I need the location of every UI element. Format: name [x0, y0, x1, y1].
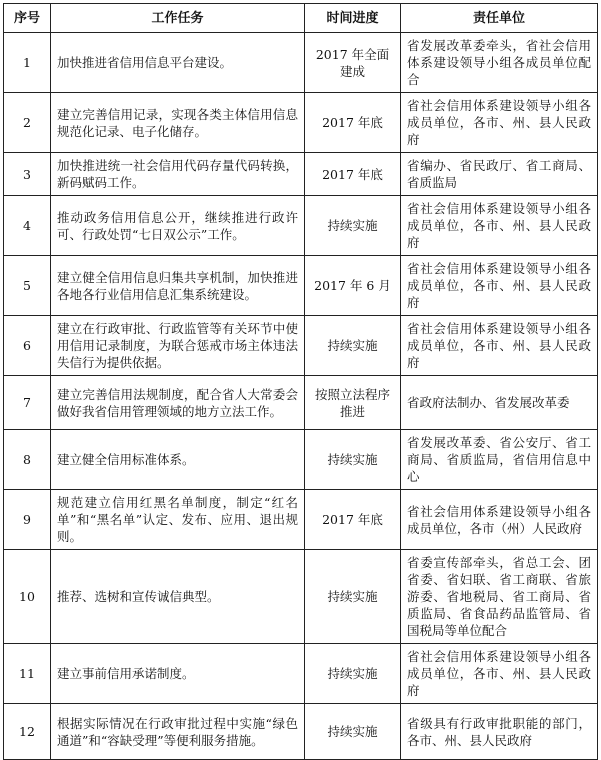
task-cell: 根据实际情况在行政审批过程中实施“绿色通道”和“容缺受理”等便利服务措施。 — [51, 704, 305, 760]
time-cell: 2017 年底 — [305, 93, 401, 153]
task-cell: 建立完善信用记录，实现各类主体信用信息规范化记录、电子化储存。 — [51, 93, 305, 153]
table-row — [4, 376, 598, 430]
task-cell: 推动政务信用信息公开，继续推进行政许可、行政处罚“七日双公示”工作。 — [51, 196, 305, 256]
unit-cell: 省级具有行政审批职能的部门，各市、州、县人民政府 — [401, 704, 598, 760]
table-row — [4, 550, 598, 644]
time-cell: 2017 年 6 月 — [305, 256, 401, 316]
unit-cell: 省编办、省民政厅、省工商局、省质监局 — [401, 153, 598, 196]
unit-cell: 省社会信用体系建设领导小组各成员单位，各市、州、县人民政府 — [401, 196, 598, 256]
time-cell: 持续实施 — [305, 704, 401, 760]
task-cell: 规范建立信用红黑名单制度，制定“红名单”和“黑名单”认定、发布、应用、退出规则。 — [51, 490, 305, 550]
unit-cell: 省发展改革委、省公安厅、省工商局、省质监局，省信用信息中心 — [401, 430, 598, 490]
task-cell: 建立健全信用标准体系。 — [51, 430, 305, 490]
table-row — [4, 93, 598, 153]
time-cell: 持续实施 — [305, 644, 401, 704]
header-row — [4, 4, 598, 33]
task-table — [3, 3, 598, 760]
header-no: 序号 — [4, 4, 51, 33]
row-number: 10 — [4, 550, 51, 644]
row-number: 12 — [4, 704, 51, 760]
task-cell: 建立在行政审批、行政监管等有关环节中使用信用记录制度，为联合惩戒市场主体违法失信行为提供依据。 — [51, 316, 305, 376]
row-number: 8 — [4, 430, 51, 490]
table-row — [4, 33, 598, 93]
table-row — [4, 153, 598, 196]
time-cell: 按照立法程序推进 — [305, 376, 401, 430]
row-number: 9 — [4, 490, 51, 550]
task-cell: 加快推进省信用信息平台建设。 — [51, 33, 305, 93]
task-cell: 推荐、选树和宣传诚信典型。 — [51, 550, 305, 644]
row-number: 11 — [4, 644, 51, 704]
time-cell: 2017 年底 — [305, 490, 401, 550]
header-task: 工作任务 — [51, 4, 305, 33]
time-cell: 2017 年全面建成 — [305, 33, 401, 93]
table-row — [4, 430, 598, 490]
header-time: 时间进度 — [305, 4, 401, 33]
unit-cell: 省发展改革委牵头，省社会信用体系建设领导小组各成员单位配合 — [401, 33, 598, 93]
row-number: 6 — [4, 316, 51, 376]
row-number: 5 — [4, 256, 51, 316]
table-row — [4, 196, 598, 256]
row-number: 2 — [4, 93, 51, 153]
unit-cell: 省委宣传部牵头，省总工会、团省委、省妇联、省工商联、省旅游委、省地税局、省工商局、省质监局、省食品药品监管局、省国税局等单位配合 — [401, 550, 598, 644]
table-row — [4, 256, 598, 316]
time-cell: 2017 年底 — [305, 153, 401, 196]
row-number: 1 — [4, 33, 51, 93]
unit-cell: 省社会信用体系建设领导小组各成员单位，各市、州、县人民政府 — [401, 316, 598, 376]
table-row — [4, 316, 598, 376]
row-number: 7 — [4, 376, 51, 430]
row-number: 3 — [4, 153, 51, 196]
task-cell: 加快推进统一社会信用代码存量代码转换，新码赋码工作。 — [51, 153, 305, 196]
unit-cell: 省社会信用体系建设领导小组各成员单位，各市、州、县人民政府 — [401, 644, 598, 704]
row-number: 4 — [4, 196, 51, 256]
time-cell: 持续实施 — [305, 316, 401, 376]
table-row — [4, 644, 598, 704]
header-unit: 责任单位 — [401, 4, 598, 33]
task-cell: 建立完善信用法规制度，配合省人大常委会做好我省信用管理领域的地方立法工作。 — [51, 376, 305, 430]
table-row — [4, 490, 598, 550]
unit-cell: 省社会信用体系建设领导小组各成员单位，各市、州、县人民政府 — [401, 256, 598, 316]
unit-cell: 省政府法制办、省发展改革委 — [401, 376, 598, 430]
unit-cell: 省社会信用体系建设领导小组各成员单位，各市、州、县人民政府 — [401, 93, 598, 153]
time-cell: 持续实施 — [305, 430, 401, 490]
table-row — [4, 704, 598, 760]
task-cell: 建立健全信用信息归集共享机制，加快推进各地各行业信用信息汇集系统建设。 — [51, 256, 305, 316]
time-cell: 持续实施 — [305, 550, 401, 644]
time-cell: 持续实施 — [305, 196, 401, 256]
unit-cell: 省社会信用体系建设领导小组各成员单位，各市（州）人民政府 — [401, 490, 598, 550]
task-cell: 建立事前信用承诺制度。 — [51, 644, 305, 704]
